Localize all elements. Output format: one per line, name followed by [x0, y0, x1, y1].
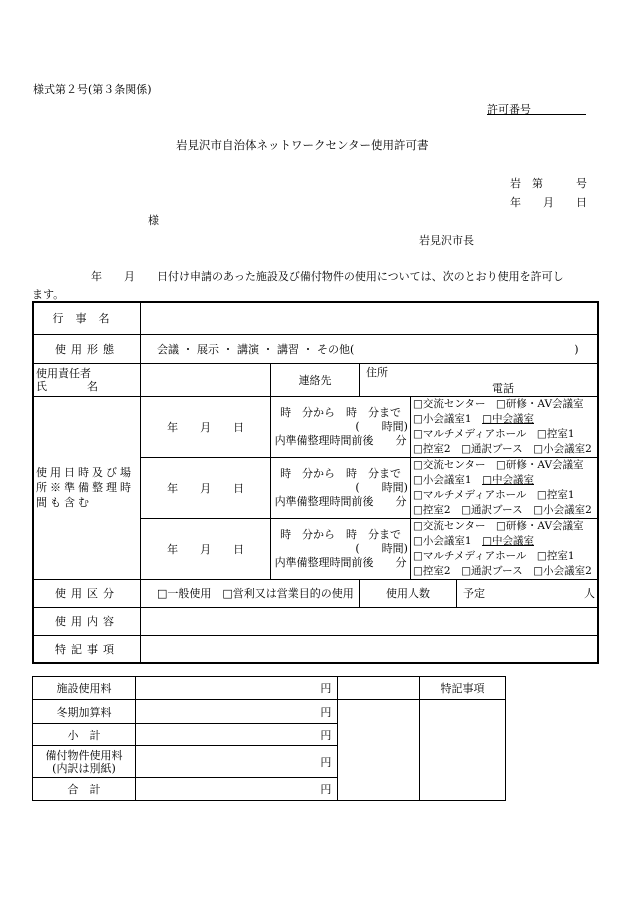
notes-row	[33, 635, 598, 663]
date-field-2[interactable]: 年 月 日	[141, 457, 271, 518]
time-field-2[interactable]: 時 分から 時 分まで ( 時間) 内準備整理時間前後 分	[271, 457, 411, 518]
notes-field[interactable]	[141, 635, 599, 663]
facility-options-3[interactable]: □交流センター □研修・AV会議室 □小会議室1 □中会議室 □マルチメディアホール □控室1 □控室2 □通訳ブース □小会議室2	[410, 518, 598, 579]
fee-value-facility[interactable]: 円	[135, 677, 337, 700]
contact-field[interactable]	[359, 363, 598, 396]
time-field-1[interactable]: 時 分から 時 分まで ( 時間) 内準備整理時間前後 分	[271, 396, 411, 457]
event-name-field[interactable]	[141, 302, 599, 334]
issuer: 岩見沢市長	[419, 234, 474, 247]
content-label: 使用内容	[33, 607, 141, 635]
fee-label-facility: 施設使用料	[33, 677, 136, 700]
address-label: 住所	[365, 365, 388, 379]
fee-label-equipment: 備付物件使用料 (内訳は別紙)	[33, 746, 136, 778]
fee-blank-column	[338, 700, 420, 801]
fee-label-subtotal: 小 計	[33, 724, 136, 746]
facility-options-2[interactable]: □交流センター □研修・AV会議室 □小会議室1 □中会議室 □マルチメディアホール □控室1 □控室2 □通訳ブース □小会議室2	[410, 457, 598, 518]
usage-type-options[interactable]: 会議 ・ 展示 ・ 講演 ・ 講習 ・ その他( )	[141, 334, 599, 363]
date-field-1[interactable]: 年 月 日	[141, 396, 271, 457]
category-row	[33, 579, 598, 607]
category-label: 使用区分	[33, 579, 141, 607]
document-date: 年 月 日	[510, 196, 587, 209]
responsible-name-field[interactable]	[141, 363, 271, 396]
fee-value-winter[interactable]: 円	[135, 700, 337, 724]
responsible-row	[33, 363, 598, 396]
fee-value-equipment[interactable]: 円	[135, 746, 337, 778]
usage-type-row	[33, 334, 598, 363]
body-text-line1: 年 月 日付け申請のあった施設及び備付物件の使用については、次のとおり使用を許可し	[91, 270, 564, 283]
fee-notes-header: 特記事項	[420, 677, 506, 700]
time-field-3[interactable]: 時 分から 時 分まで ( 時間) 内準備整理時間前後 分	[271, 518, 411, 579]
fee-table	[32, 676, 506, 801]
addressee-suffix: 様	[148, 214, 159, 227]
attendance-field[interactable]: 予定 人	[456, 579, 598, 607]
attendance-label: 使用人数	[359, 579, 456, 607]
fee-label-total: 合 計	[33, 778, 136, 801]
date-field-3[interactable]: 年 月 日	[141, 518, 271, 579]
event-name-label: 行事名	[33, 302, 141, 334]
notes-label: 特記事項	[33, 635, 141, 663]
permit-form-table	[32, 301, 599, 664]
datetime-label: 使用日時及び場所※準備整理時間も含む	[33, 396, 141, 579]
fee-value-total[interactable]: 円	[135, 778, 337, 801]
permit-number-label: 許可番号	[487, 103, 531, 116]
fee-row-facility	[33, 677, 506, 700]
contact-label: 連絡先	[271, 363, 360, 396]
responsible-label: 使用責任者 氏名	[33, 363, 141, 396]
event-name-row	[33, 302, 598, 334]
fee-label-winter: 冬期加算料	[33, 700, 136, 724]
document-number: 岩 第 号	[510, 177, 587, 190]
phone-label: 電話	[491, 381, 514, 395]
page-title: 岩見沢市自治体ネットワークセンター使用許可書	[176, 138, 429, 152]
fee-row-winter	[33, 700, 506, 724]
facility-options-1[interactable]: □交流センター □研修・AV会議室 □小会議室1 □中会議室 □マルチメディアホール □控室1 □控室2 □通訳ブース □小会議室2	[410, 396, 598, 457]
fee-notes-field[interactable]	[420, 700, 506, 801]
category-options[interactable]: □一般使用 □営利又は営業目的の使用	[141, 579, 360, 607]
content-row	[33, 607, 598, 635]
fee-value-subtotal[interactable]: 円	[135, 724, 337, 746]
body-text-line2: ます。	[32, 288, 65, 301]
datetime-row-1	[33, 396, 598, 457]
usage-type-label: 使用形態	[33, 334, 141, 363]
content-field[interactable]	[141, 607, 599, 635]
form-number: 様式第２号(第３条関係)	[33, 83, 152, 96]
